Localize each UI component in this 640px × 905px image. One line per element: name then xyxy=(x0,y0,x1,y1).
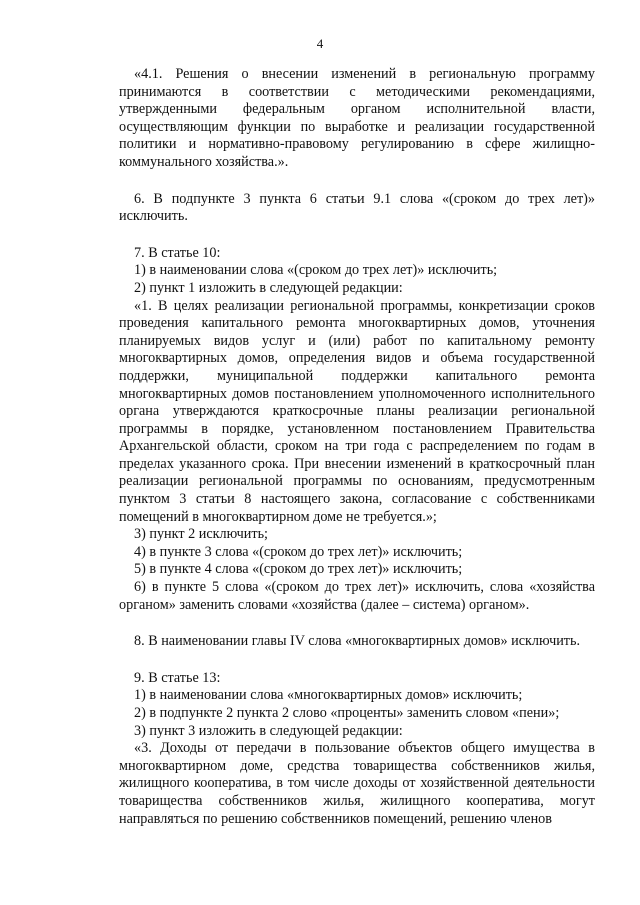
document-paragraph: 1) в наименовании слова «(сроком до трех лет)» исключить; xyxy=(134,262,498,279)
document-paragraph: 5) в пункте 4 слова «(сроком до трех лет)» исключить; xyxy=(134,561,463,578)
document-paragraph: 7. В статье 10: xyxy=(134,244,221,261)
document-paragraph: 6) в пункте 5 слова «(сроком до трех лет)» исключить, слова «хозяйства органом» заменить словами «хозяйства (далее – система) органом». xyxy=(119,579,595,613)
page-number: 4 xyxy=(316,36,324,51)
document-paragraph: 6. В подпункте 3 пункта 6 статьи 9.1 слова «(сроком до трех лет)» исключить. xyxy=(119,190,595,225)
paragraph-spacer xyxy=(119,651,595,670)
paragraph-spacer xyxy=(119,226,595,245)
document-paragraph: «4.1. Решения о внесении изменений в региональную программу принимаются в соответствии с методическими рекомендациями, утвержденными федеральным органом исполнительной власти, осуществляющим функции по выработке и реализации государственной политики и нормативно-правовому регулированию в сфере жилищно-коммунального хозяйства.». xyxy=(119,66,595,170)
document-paragraph: 3) пункт 2 исключить; xyxy=(134,526,268,543)
document-paragraph: 3) пункт 3 изложить в следующей редакции: xyxy=(134,722,403,739)
document-paragraph: «1. В целях реализации региональной программы, конкретизации сроков проведения капитального ремонта многоквартирных домов, уточнения планируемых видов услуг и (или) работ по капитальному ремонту многоквартирных домов, определения видов и объема государственной поддержки, муниципальной поддержки капитального ремонта многоквартирных домов постановлением уполномоченного исполнительного органа утверждаются краткосрочные планы реализации региональной программы в порядке, установленном постановлением Правительства Архангельской области, сроком на три года с распределением по годам в пределах указанного срока. При внесении изменений в краткосрочный план реализации региональной программы по основаниям, предусмотренным пунктом 3 статьи 8 настоящего закона, согласование с собственниками помещений в многоквартирном доме не требуется.»; xyxy=(119,297,595,525)
document-body xyxy=(119,66,595,828)
paragraph-spacer xyxy=(119,172,595,191)
paragraph-spacer xyxy=(119,614,595,633)
document-paragraph: 9. В статье 13: xyxy=(134,669,221,686)
document-paragraph: 2) пункт 1 изложить в следующей редакции: xyxy=(134,279,403,296)
document-paragraph: 8. В наименовании главы IV слова «многоквартирных домов» исключить. xyxy=(134,633,581,650)
document-paragraph: 2) в подпункте 2 пункта 2 слово «проценты» заменить словом «пени»; xyxy=(134,705,560,721)
document-paragraph: «3. Доходы от передачи в пользование объектов общего имущества в многоквартирном доме, средства товарищества собственников жилья, жилищного кооператива, в том числе доходы от хозяйственной деятельности товарищества собственников жилья, жилищного кооператива, могут направляться по решению собственников помещений, решению членов xyxy=(119,740,595,827)
document-paragraph: 1) в наименовании слова «многоквартирных домов» исключить; xyxy=(134,687,523,704)
document-paragraph: 4) в пункте 3 слова «(сроком до трех лет)» исключить; xyxy=(134,543,463,560)
